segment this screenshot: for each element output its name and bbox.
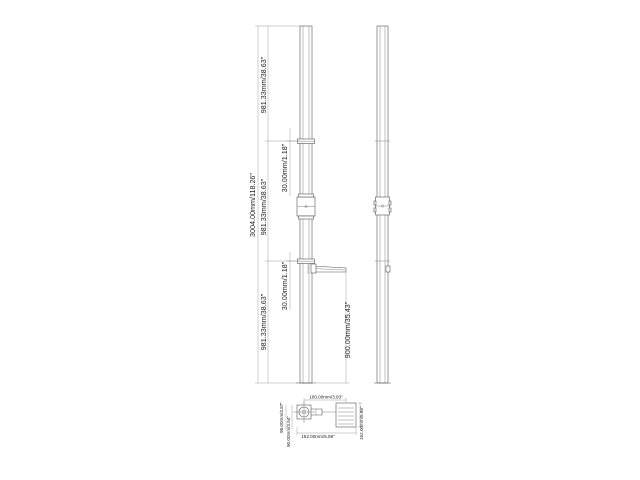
plan-mounting-plate	[322, 403, 356, 427]
upper-coupler	[298, 139, 315, 144]
dim-plan-plate-height-text: 152.00mm/5.98"	[359, 406, 364, 440]
dim-total-height-text: 3004.00mm/118.26"	[248, 173, 257, 237]
dim-plan-depth-outer	[279, 402, 286, 433]
dim-lower-section-text: 981.33mm/38.63"	[259, 293, 268, 351]
dim-plan-depth-inner-text: 90.00mm/3.54"	[286, 416, 291, 447]
front-view	[248, 26, 352, 383]
dim-plan-plate-width-text: 152.00mm/5.98"	[301, 434, 335, 439]
dim-plan-bracket-width	[304, 395, 346, 405]
dim-plan-depth-outer-text: 98.00mm/3.87"	[279, 402, 284, 433]
dim-upper-gap	[280, 128, 297, 196]
side-bracket	[308, 264, 346, 274]
dim-bracket-height	[316, 272, 352, 383]
dim-plan-plate-height	[358, 403, 364, 440]
dim-total-height	[248, 26, 300, 383]
dim-bracket-height-text: 900.00mm/35.43"	[343, 301, 352, 359]
dim-upper-section	[259, 26, 300, 141]
plan-view	[279, 395, 364, 448]
plan-pole-section	[293, 401, 315, 423]
dim-middle-section-text: 981.33mm/38.63"	[259, 178, 268, 236]
dim-upper-section-text: 981.33mm/38.63"	[259, 56, 268, 114]
side-middle-clamp	[374, 197, 391, 215]
dim-plan-depth-inner	[286, 405, 292, 447]
dim-upper-gap-text: 30.00mm/1.18"	[280, 143, 289, 193]
lower-coupler	[298, 259, 315, 264]
dim-lower-gap-text: 30.00mm/1.18"	[280, 261, 289, 311]
dim-plan-bracket-width-text: 100.00mm/3.93"	[309, 394, 343, 400]
dim-plan-plate-width	[297, 427, 356, 439]
side-view	[374, 26, 391, 383]
middle-joint-clamp	[297, 194, 315, 219]
dim-lower-section	[259, 261, 268, 383]
dim-lower-gap	[280, 252, 297, 310]
